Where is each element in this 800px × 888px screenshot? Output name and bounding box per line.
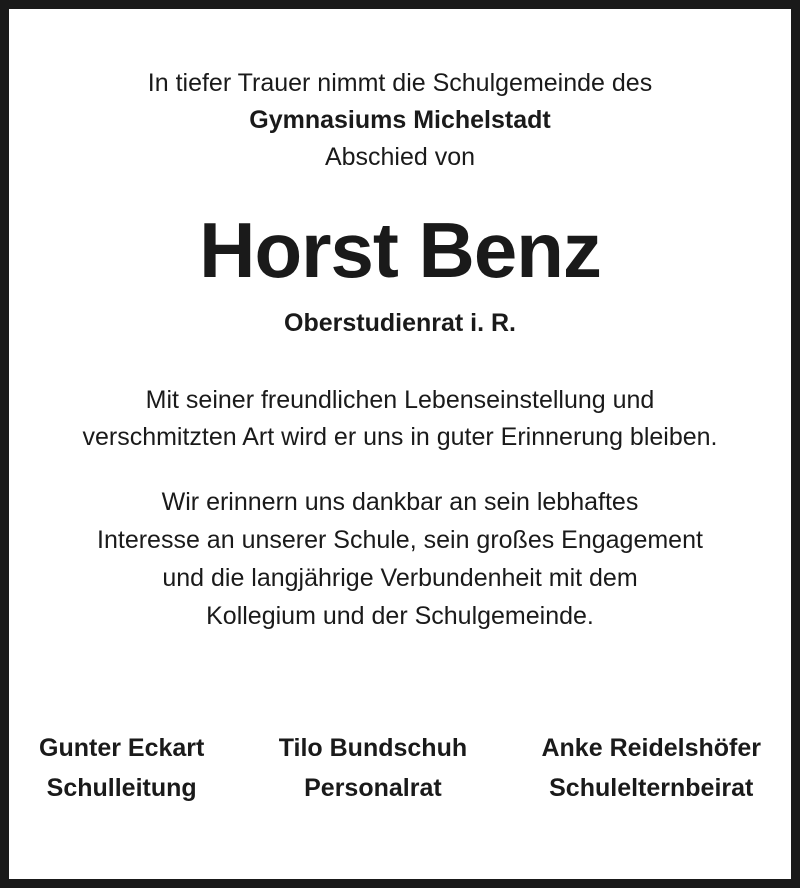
signer-name: Tilo Bundschuh bbox=[278, 734, 468, 762]
intro-block bbox=[9, 65, 791, 176]
paragraph-line: Wir erinnern uns dankbar an sein lebhaftes bbox=[161, 488, 639, 516]
deceased-name: Horst Benz bbox=[199, 206, 601, 294]
intro-line: In tiefer Trauer nimmt die Schulgemeinde des bbox=[147, 69, 653, 97]
signer-role: Schulelternbeirat bbox=[549, 774, 754, 802]
paragraph-memory bbox=[9, 382, 791, 456]
paragraph-line: Mit seiner freundlichen Lebenseinstellung und bbox=[145, 386, 655, 414]
paragraph-line: verschmitzten Art wird er uns in guter Erinnerung bleiben. bbox=[82, 423, 718, 451]
signer-parents-council bbox=[541, 728, 761, 808]
paragraph-line: Kollegium und der Schulgemeinde. bbox=[206, 602, 594, 630]
signer-role: Personalrat bbox=[304, 774, 442, 802]
signer-school-management bbox=[39, 728, 204, 808]
signer-staff-council bbox=[279, 728, 467, 808]
paragraph-line: und die langjährige Verbundenheit mit dem bbox=[162, 564, 638, 592]
obituary-content bbox=[9, 9, 791, 879]
paragraph-gratitude bbox=[9, 483, 791, 635]
school-name: Gymnasiums Michelstadt bbox=[249, 106, 551, 134]
farewell-line: Abschied von bbox=[324, 143, 476, 171]
deceased-title: Oberstudienrat i. R. bbox=[284, 309, 516, 337]
signer-role: Schulleitung bbox=[46, 774, 197, 802]
signers-row bbox=[39, 728, 761, 808]
paragraph-line: Interesse an unserer Schule, sein großes Engagement bbox=[97, 526, 703, 554]
signer-name: Anke Reidelshöfer bbox=[541, 734, 761, 762]
signer-name: Gunter Eckart bbox=[39, 734, 205, 762]
